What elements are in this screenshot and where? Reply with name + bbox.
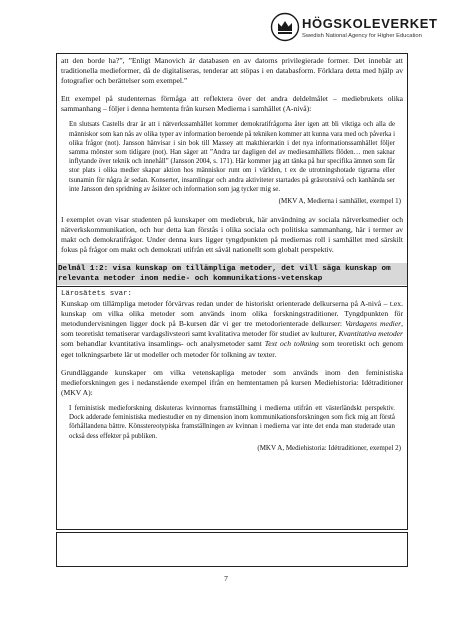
- logo-title: HÖGSKOLEVERKET: [302, 16, 438, 31]
- goal-heading: Delmål 1:2: visa kunskap om tillämpliga metoder, det vill säga kunskap om relevanta metoder inom medie- och kommunikations-vetenskap: [57, 263, 407, 285]
- course-name-vardagens-medier: Vardagens medier: [345, 319, 402, 329]
- analysis-paragraph: I exemplet ovan visar studenten på kunskaper om mediebruk, här användning av sociala nätverksmedier och nätverkskommunikation, och hur detta kan förstås i olika sociala och politiska sammanhang, här i termer av makt och demokratifrågor. Under denna kurs ligger tyngdpunkten på mediernas roll i samhället med särskilt fokus på frågor om makt och demokrati utifrån ett såväl nationellt som globalt perspektiv.: [61, 214, 403, 254]
- intro-paragraph: att den borde ha?”, ”Enligt Manovich är databasen en av datorns privilegierade former. Det innebär att traditionella medieformer, då de digitaliseras, tenderar att stöpas i en databasform. Förklara detta med hjälp av fotografier och berättelser som exempel.”: [61, 56, 403, 86]
- student-quote-1: En slutsats Castells drar är att i nätverkssamhället kommer demokratifrågorna åter igen att bli viktiga och alla de människor som kan nås av olika typer av information beroende på tekniken kommer att kunna vara med och påverka i olika frågor (not). Jansson hänvisar i sin bok till Massey att makthierarkin i det nya informationssamhället följer samma mönster som tidigare (not). Han säger att ”Andra tar dagligen del av mediesamhällets flöden… men saknar inflytande över teknik och innehåll” (Jansson 2004, s. 171). Här kommer jag att tänka på hur specifika ämnen som får stor plats i olika medier skapar aktion hos människor runt om i världen, t ex de utrotningshotade tigrarna eller tsunamin för några år sedan. Konserter, insamlingar och andra aktiviteter startades på gräsrotsnivå och kanhända ser inte Jansson den spridning av åsikter och information som jag tycker mig se.: [69, 121, 395, 193]
- answer-text-4: som teoretiskt och genom eget tolkningsarbete lär ut modeller och metoder för tolkning av texter.: [61, 339, 403, 359]
- section-label: Lärosätets svar:: [61, 290, 132, 299]
- answer-paragraph: [61, 299, 403, 360]
- agency-logo: [270, 12, 450, 46]
- quote-1-citation: (MKV A, Medierna i samhället, exempel 1): [278, 197, 401, 206]
- page-number: 7: [224, 574, 228, 583]
- logo-subtitle: Swedish National Agency for Higher Education: [302, 33, 422, 39]
- content-box-lower: [56, 532, 408, 567]
- crown-logo-icon: [270, 12, 300, 42]
- content-box: [56, 53, 408, 530]
- answer-text-1: Kunskap om tillämpliga metoder förvärvas redan under de historiskt orienterade delkurserna på A-nivå – t.ex. kunskap om vilka olika metoder som används inom olika forskningstraditioner. Tyngdpunkten för metodundervisningen ligger dock på B-kursen där vi ger tre metodorienterade delkurser:: [61, 299, 403, 329]
- student-quote-2: I feministisk medieforskning diskuteras kvinnornas framställning i medierna utifrån ett västerländskt perspektiv. Dock adderade feministiska mediestudier en ny dimension inom kommunikationsforskningen som fick mig att förstå förhållandena bättre. Könsstereotypiska framställningen av kvinnan i medierna var inte det enda man studerade utan också dess effekter på publiken.: [69, 404, 395, 440]
- answer-text-2: , som teoretiskt tematiserar vardagslivsteori samt kvalitativa metoder för studiet av kulturer,: [61, 319, 404, 339]
- divider: [57, 286, 407, 287]
- course-name-kvantitativa-metoder: Kvantitativa metoder: [338, 329, 403, 339]
- quote-2-citation: (MKV A, Mediehistoria: Idétraditioner, exempel 2): [257, 443, 401, 452]
- answer-text-3: som behandlar kvantitativa insamlings- och analysmetoder samt: [61, 339, 265, 349]
- method-paragraph: Grundläggande kunskaper om vilka vetenskapliga metoder som används inom den feministiska medieforskningen ges i nedanstående exempel ifrån en hemtentamen på kursen Mediehistoria: Idétraditioner (MKV A):: [61, 367, 403, 397]
- course-name-text-och-tolkning: Text och tolkning: [264, 339, 319, 349]
- lead-paragraph: Ett exempel på studenternas förmåga att reflektera över det andra deldelmålet – mediebrukets olika sammanhang – följer i denna hemtenta från kursen Medierna i samhället (A-nivå):: [61, 94, 403, 114]
